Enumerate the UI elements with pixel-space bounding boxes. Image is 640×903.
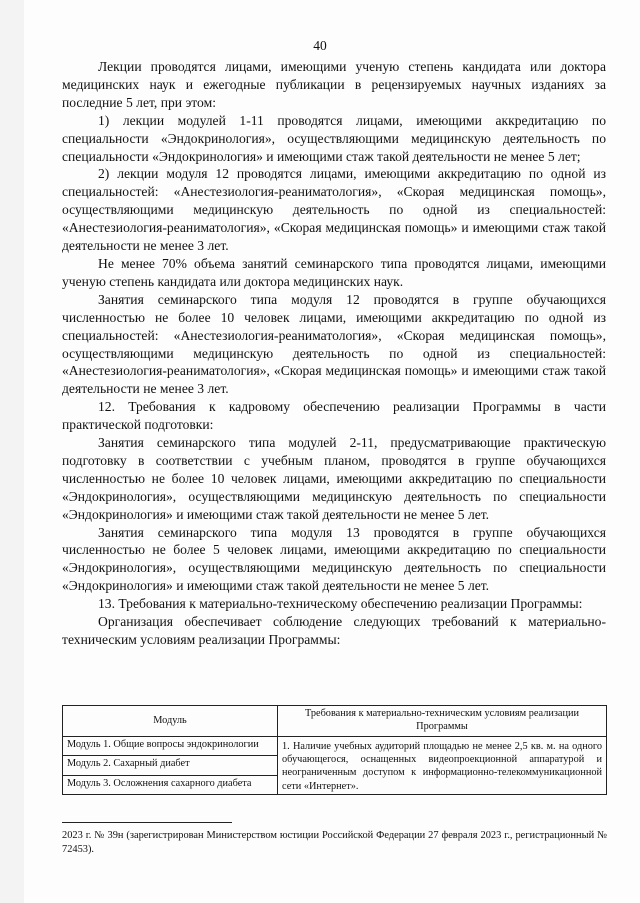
footnote: 2023 г. № 39н (зарегистрирован Министерством юстиции Российской Федерации 27 февраля 2023 г., регистрационный № 72453). [62,830,607,855]
document-body [62,58,606,649]
header-module: Модуль [63,706,278,737]
paragraph: Лекции проводятся лицами, имеющими ученую степень кандидата или доктора медицинских наук и ежегодные публикации в рецензируемых научных изданиях за последние 5 лет, при этом: [62,59,606,110]
paragraph: Не менее 70% объема занятий семинарского типа проводятся лицами, имеющими ученую степень кандидата или доктора медицинских наук. [62,255,606,289]
module-cell: Модуль 3. Осложнения сахарного диабета [63,775,278,794]
paragraph: Занятия семинарского типа модуля 13 проводятся в группе обучающихся численностью не более 5 человек лицами, имеющими аккредитацию по специальности «Эндокринология», осуществляющими медицинскую деятельность по специальности «Эндокринология» и имеющими стаж такой деятельности не менее 5 лет. [62,524,606,594]
module-cell: Модуль 1. Общие вопросы эндокринологии [63,737,278,756]
paragraph: Организация обеспечивает соблюдение следующих требований к материально-техническим условиям реализации Программы: [62,614,606,647]
table-row [63,737,607,756]
paragraph: Занятия семинарского типа модуля 12 проводятся в группе обучающихся численностью не более 10 человек лицами, имеющими аккредитацию по одной из специальностей: «Анестезиология-реаниматология», «Скорая медицинская помощь», осуществляющими медицинскую деятельность по одной из специальностей: «Анестезиология-реаниматология», «Скорая медицинская помощь» и имеющими стаж такой деятельности не менее 3 лет. [62,291,606,397]
scan-edge [0,0,24,903]
page-number: 40 [313,38,327,53]
section-heading: 13. Требования к материально-техническому обеспечению реализации Программы: [98,596,583,612]
module-cell: Модуль 2. Сахарный диабет [63,756,278,775]
table-header-row [63,706,607,737]
requirement-cell: 1. Наличие учебных аудиторий площадью не менее 2,5 кв. м. на одного обучающегося, оснащенных видеопроекционной аппаратурой и неограниченным доступом к информационно-телекоммуникационной сети «Интернет». [278,737,607,795]
requirements-table [62,705,607,795]
paragraph: 2) лекции модуля 12 проводятся лицами, имеющими аккредитацию по одной из специальностей: «Анестезиология-реаниматология», «Скорая медицинская помощь», осуществляющими медицинскую деятельность по одной из специальностей: «Анестезиология-реаниматология», «Скорая медицинская помощь» и имеющими стаж такой деятельности не менее 3 лет. [62,166,606,254]
paragraph: 1) лекции модулей 1-11 проводятся лицами, имеющими аккредитацию по специальности «Эндокринология», осуществляющими медицинскую деятельность по специальности «Эндокринология» и имеющими стаж такой деятельности не менее 5 лет; [62,112,606,164]
header-requirements: Требования к материально-техническим условиям реализации Программы [278,706,607,737]
paragraph: Занятия семинарского типа модулей 2-11, предусматривающие практическую подготовку в соответствии с учебным планом, проводятся в группе обучающихся численностью не более 10 человек лицами, имеющими аккредитацию по специальности «Эндокринология», осуществляющими медицинскую деятельность по специальности «Эндокринология» и имеющими стаж такой деятельности не менее 5 лет. [62,435,606,522]
section-heading: 12. Требования к кадровому обеспечению реализации Программы в части практической подготовки: [62,399,606,433]
footnote-divider [62,822,232,823]
